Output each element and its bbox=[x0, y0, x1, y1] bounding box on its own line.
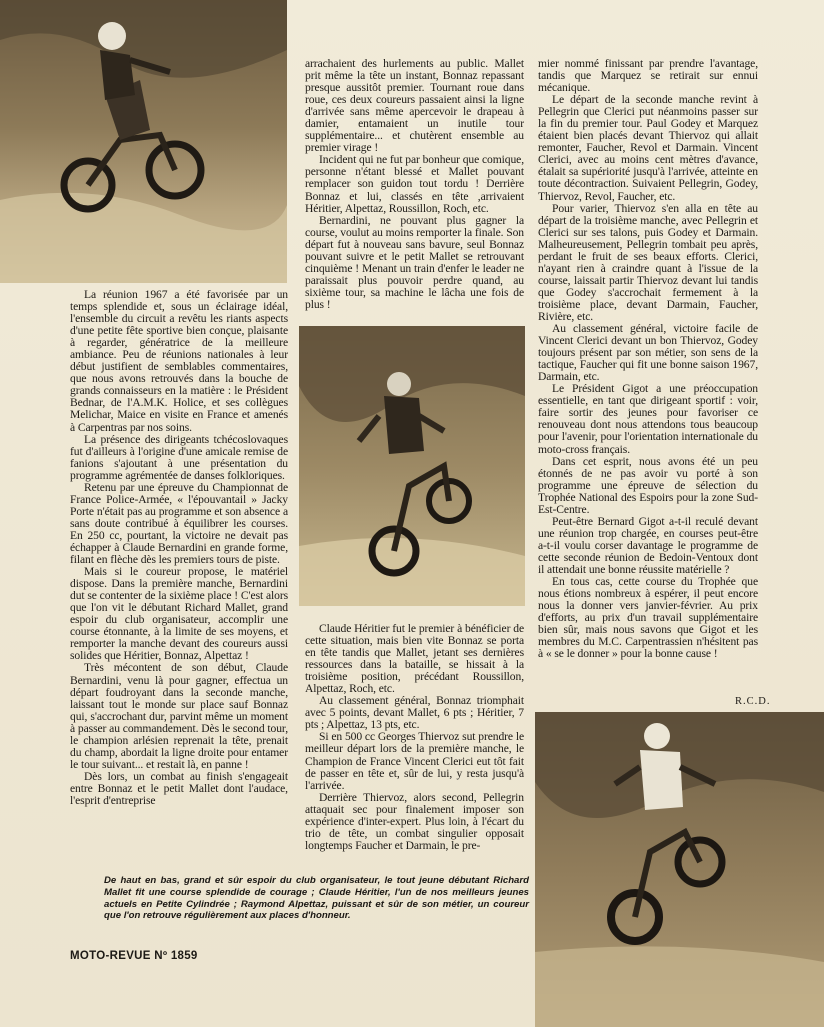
photo-rider-heritier bbox=[299, 326, 525, 606]
paragraph: Mais si le coureur propose, le matériel dispose. Dans la première manche, Bernardini dut se contenter de la sixième place ! C'est alors que l'on vit le débutant Richard Mallet, grand espoir du club organisateur, accomplir une course étonnante, à la limite de ses moyens, et remporter la manche devant des coureurs aussi solides que Héritier, Bonnaz, Alpettaz ! bbox=[70, 565, 288, 663]
article-column-1 bbox=[70, 289, 288, 807]
paragraph: mier nommé finissant par prendre l'avantage, tandis que Marquez se retirait sur ennui mécanique. bbox=[538, 57, 758, 95]
photo-caption: De haut en bas, grand et sûr espoir du club organisateur, le tout jeune débutant Richard Mallet fit une course splendide de courage ; Claude Héritier, l'un de nos meilleurs jeunes actuels en Petite Cylindrée ; Raymond Alpettaz, puissant et sûr de son métier, un coureur que l'on retrouve régulièrement aux places d'honneur. bbox=[104, 875, 529, 922]
paragraph: Claude Héritier fut le premier à bénéficier de cette situation, mais bien vite Bonnaz se porta en tête tandis que Mallet, jetant ses dernières ressources dans la bataille, se hissait à la troisième position, précédant Roussillon, Alpettaz, Roch, etc. bbox=[305, 622, 524, 696]
page-footer: MOTO-REVUE Nº 1859 bbox=[70, 950, 198, 962]
paragraph: Dans cet esprit, nous avons été un peu étonnés de ne pas avoir vu porté à son programme une épreuve de sélection du Trophée National des Espoirs pour la zone Sud-Est-Centre. bbox=[538, 454, 758, 516]
photo-rider-alpettaz bbox=[535, 712, 824, 1027]
author-signature: R.C.D. bbox=[735, 696, 771, 707]
paragraph: Au classement général, victoire facile de Vincent Clerici devant un bon Thiervoz, Godey toujours présent par son métier, son sens de la tactique, Faucher qui fit une bonne saison 1967, Darmain, etc. bbox=[538, 322, 758, 384]
paragraph: Pour varier, Thiervoz s'en alla en tête au départ de la troisième manche, avec Pellegrin et Clerici sur ses talons, puis Godey et Darmain. Malheureusement, Pellegrin tombait peu après, perdant le fruit de ses beaux efforts. Clerici, n'ayant rien à craindre quant à l'issue de la course, laissait partir Thiervoz devant lui tandis que Godey s'accrochait fermement à la troisième place, devant Darmain, Faucher, Rivière, etc. bbox=[538, 201, 758, 323]
article-column-2-bottom bbox=[305, 623, 524, 852]
paragraph: Peut-être Bernard Gigot a-t-il reculé devant une réunion trop chargée, en courses peut-être a-t-il voulu corser davantage le programme de cette seconde réunion de Bedoin-Ventoux dont il attendait une bonne réussite matérielle ? bbox=[538, 514, 758, 576]
paragraph: Très mécontent de son début, Claude Bernardini, venu là pour gagner, effectua un départ foudroyant dans la seconde manche, laissant tout le monde sur place sauf Bonnaz qui, s'accrochant dur, parvint même un moment à passer au commandement. Dès le second tour, le champion arlésien reprenait la tête, prenait du champ, abordait la ligne droite pour entamer le tour suivant... et restait là, en panne ! bbox=[70, 661, 288, 771]
paragraph: Dès lors, un combat au finish s'engageait entre Bonnaz et le petit Mallet dont l'audace, l'esprit d'entreprise bbox=[70, 769, 288, 807]
paragraph: En tous cas, cette course du Trophée que nous étions nombreux à espérer, il peut encore nous la donner vers janvier-février. Au prix d'efforts, au prix d'un travail supplémentaire bien sûr, mais nous savons que Gigot et les membres du M.C. Carpentrassien n'hésitent pas à « se le donner » pour la bonne cause ! bbox=[538, 575, 758, 661]
article-column-3 bbox=[538, 58, 758, 660]
paragraph: arrachaient des hurlements au public. Mallet prit même la tête un instant, Bonnaz repassant presque aussitôt premier. Tournant roue dans roue, ces deux coureurs passaient ainsi la ligne d'arrivée sans même apercevoir le drapeau à damier, entamaient un inutile tour supplémentaire... et chutèrent ensemble au premier virage ! bbox=[305, 57, 524, 155]
paragraph: Bernardini, ne pouvant plus gagner la course, voulut au moins remporter la finale. Son départ fut à nouveau sans bavure, seul Bonnaz pouvant suivre et le petit Mallet se retrouvant cinquième ! Menant un train d'enfer le leader ne paraissait plus pouvoir perdre quand, au sixième tour, sa machine le lâcha une fois de plus ! bbox=[305, 213, 524, 311]
paragraph: Au classement général, Bonnaz triomphait avec 5 points, devant Mallet, 6 pts ; Héritier, 7 pts ; Alpettaz, 13 pts, etc. bbox=[305, 694, 524, 732]
paragraph: Si en 500 cc Georges Thiervoz sut prendre le meilleur départ lors de la première manche, le Champion de France Vincent Clerici eut tôt fait de passer en tête et, sûr de lui, y resta jusqu'à l'arrivée. bbox=[305, 730, 524, 792]
paragraph: Derrière Thiervoz, alors second, Pellegrin attaquait sec pour finalement imposer son expérience d'inter-expert. Plus loin, à l'écart du trio de tête, un combat singulier opposait longtemps Faucher et Darmain, le pre- bbox=[305, 790, 524, 852]
photo-rider-mallet bbox=[0, 0, 287, 283]
paragraph: La réunion 1967 a été favorisée par un temps splendide et, sous un éclairage idéal, l'ensemble du circuit a revêtu les riants aspects d'une petite fête sportive bien conçue, plaisante à regarder, génératrice de la meilleure ambiance. Peu de réunions nationales à leur début justifient de semblables commentaires, que nous avons retrouvés dans la bouche de grands connaisseurs en la matière : le Président Bednar, de l'A.M.K. Holice, et ses collègues Melichar, Maice en visite en France et amenés à Carpentras par nos soins. bbox=[70, 288, 288, 434]
article-column-2-top bbox=[305, 58, 524, 311]
paragraph: La présence des dirigeants tchécoslovaques fut d'ailleurs à l'origine d'une amicale remise de fanions s'ajoutant à une présentation du programme agrémentée de danses folkloriques. bbox=[70, 432, 288, 482]
paragraph: Retenu par une épreuve du Championnat de France Police-Armée, « l'épouvantail » Jacky Porte n'était pas au programme et son absence a sans doute contribué à équilibrer les courses. En 250 cc, pourtant, la victoire ne devait pas échapper à Claude Bernardini en grande forme, filant en flèche dès les premiers tours de piste. bbox=[70, 480, 288, 567]
paragraph: Le Président Gigot a une préoccupation essentielle, en tant que dirigeant sportif : voir, faire sortir des jeunes pour favoriser ce renouveau dont nous attendons tous beaucoup pour l'avenir, pour l'orientation internationale du moto-cross français. bbox=[538, 382, 758, 456]
paragraph: Incident qui ne fut par bonheur que comique, personne n'étant blessé et Mallet pouvant remplacer son guidon tout tordu ! Derrière Bonnaz et lui, classés en tête ,arrivaient Héritier, Alpettaz, Roussillon, Roch, etc. bbox=[305, 153, 524, 215]
paragraph: Le départ de la seconde manche revint à Pellegrin que Clerici put néanmoins passer sur la fin du premier tour. Paul Godey et Marquez étaient bien placés devant Thiervoz qui allait remonter, Faucher, Revol et Darmain. Vincent Clerici, avec au moins cent mètres d'avance, étalait sa supériorité jusqu'à l'arrivée, atteinte en toute décontraction. Suivaient Pellegrin, Godey, Thiervoz, Revol, Faucher, etc. bbox=[538, 93, 758, 203]
